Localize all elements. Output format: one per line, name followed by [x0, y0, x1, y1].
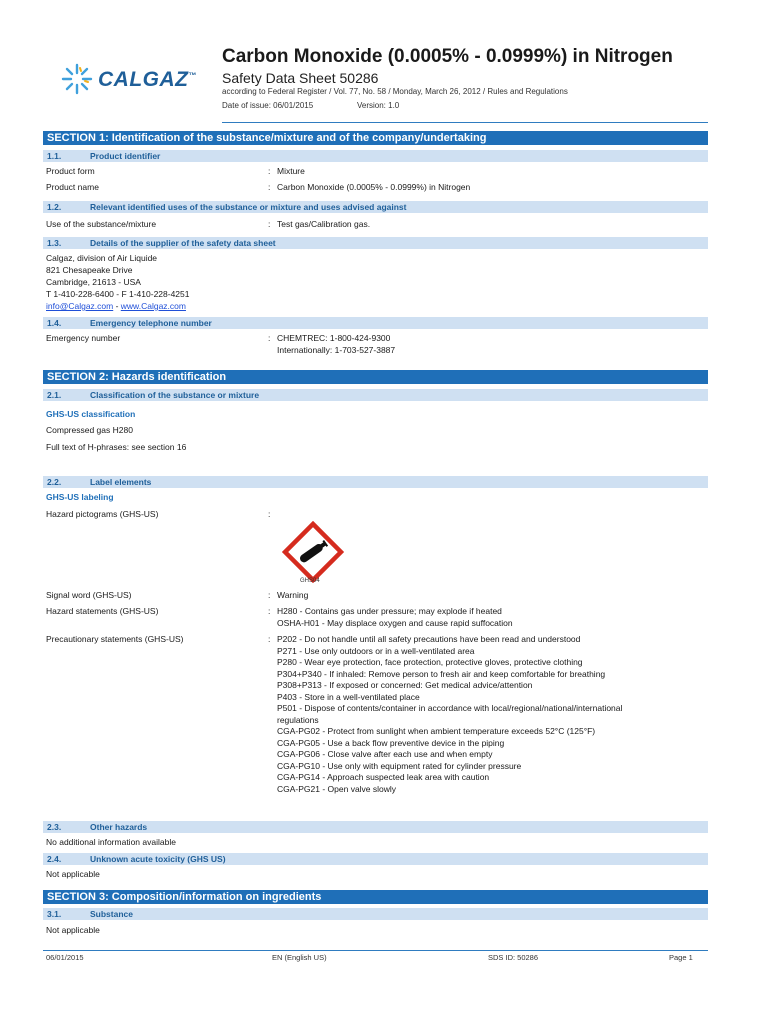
logo-wordmark: CALGAZ™ — [98, 68, 197, 91]
precaution-line: CGA-PG21 - Open valve slowly — [277, 783, 397, 794]
subsection-2-2: 2.2. Label elements — [43, 476, 708, 488]
product-form-label: Product form — [46, 166, 95, 176]
supplier-city: Cambridge, 21613 - USA — [46, 277, 141, 287]
ghs-classification-heading: GHS-US classification — [46, 409, 136, 419]
subsection-3-1: 3.1. Substance — [43, 908, 708, 920]
signal-word-value: Warning — [277, 590, 309, 600]
subsection-1-1: 1.1. Product identifier — [43, 150, 708, 162]
regulation-reference: according to Federal Register / Vol. 77, No. 58 / Monday, March 26, 2012 / Rules and Regulations — [222, 87, 568, 96]
colon: : — [268, 166, 271, 176]
precaution-line: P403 - Store in a well-ventilated place — [277, 691, 420, 702]
footer-page: Page 1 — [669, 953, 693, 962]
unknown-toxicity-text: Not applicable — [46, 869, 100, 879]
colon: : — [268, 182, 271, 192]
product-name-value: Carbon Monoxide (0.0005% - 0.0999%) in Nitrogen — [277, 182, 471, 192]
email-link[interactable]: info@Calgaz.com — [46, 301, 114, 311]
colon: : — [268, 634, 271, 644]
supplier-phone: T 1-410-228-6400 - F 1-410-228-4251 — [46, 289, 190, 299]
hazard-statement: OSHA-H01 - May displace oxygen and cause rapid suffocation — [277, 618, 513, 628]
gas-cylinder-icon — [282, 521, 344, 583]
precaution-line: P280 - Wear eye protection, face protection, protective gloves, protective clothing — [277, 657, 583, 667]
precaution-line: P308+P313 - If exposed or concerned: Get medical advice/attention — [277, 680, 533, 690]
colon: : — [268, 509, 271, 519]
subsection-1-2: 1.2. Relevant identified uses of the substance or mixture and uses advised against — [43, 201, 708, 213]
colon: : — [268, 219, 271, 229]
emergency-value-1: CHEMTREC: 1-800-424-9300 — [277, 333, 391, 343]
colon: : — [268, 333, 271, 343]
supplier-name: Calgaz, division of Air Liquide — [46, 253, 158, 263]
subsection-2-4: 2.4. Unknown acute toxicity (GHS US) — [43, 853, 708, 865]
hazard-statement: H280 - Contains gas under pressure; may explode if heated — [277, 606, 502, 616]
emergency-label: Emergency number — [46, 333, 121, 343]
website-link[interactable]: www.Calgaz.com — [120, 301, 186, 311]
precaution-line: regulations — [277, 714, 319, 725]
footer-language: EN (English US) — [272, 953, 327, 962]
header-divider — [222, 122, 708, 123]
date-of-issue: Date of issue: 06/01/2015 — [222, 101, 314, 110]
other-hazards-text: No additional information available — [46, 837, 176, 847]
product-form-value: Mixture — [277, 166, 305, 176]
document-subtitle: Safety Data Sheet 50286 — [222, 70, 379, 86]
precaution-line: CGA-PG06 - Close valve after each use and when empty — [277, 749, 493, 759]
precautionary-label: Precautionary statements (GHS-US) — [46, 634, 184, 644]
pictograms-label: Hazard pictograms (GHS-US) — [46, 509, 159, 519]
substance-text: Not applicable — [46, 925, 100, 935]
emergency-value-2: Internationally: 1-703-527-3887 — [277, 345, 396, 355]
compressed-gas: Compressed gas H280 — [46, 425, 133, 435]
precaution-line: P271 - Use only outdoors or in a well-ventilated area — [277, 645, 475, 656]
document-title: Carbon Monoxide (0.0005% - 0.0999%) in Nitrogen — [222, 46, 673, 67]
section-1-header: SECTION 1: Identification of the substance/mixture and of the company/undertaking — [43, 131, 708, 145]
precaution-line: P202 - Do not handle until all safety precautions have been read and understood — [277, 634, 581, 644]
starburst-icon — [60, 62, 94, 96]
precaution-line: CGA-PG05 - Use a back flow preventive device in the piping — [277, 737, 505, 748]
section-3-header: SECTION 3: Composition/information on ingredients — [43, 890, 708, 904]
precaution-line: CGA-PG02 - Protect from sunlight when ambient temperature exceeds 52°C (125°F) — [277, 726, 596, 736]
pictogram-caption: GHS04 — [300, 578, 320, 584]
ghs-labeling-heading: GHS-US labeling — [46, 492, 114, 502]
footer-divider — [43, 950, 708, 951]
supplier-street: 821 Chesapeake Drive — [46, 265, 133, 275]
precaution-line: CGA-PG10 - Use only with equipment rated for cylinder pressure — [277, 760, 522, 771]
colon: : — [268, 606, 271, 616]
footer-sds-id: SDS ID: 50286 — [488, 953, 539, 962]
footer-date: 06/01/2015 — [46, 953, 84, 962]
product-name-label: Product name — [46, 182, 99, 192]
supplier-contacts: info@Calgaz.com - www.Calgaz.com — [46, 301, 186, 311]
precaution-line: CGA-PG14 - Approach suspected leak area with caution — [277, 772, 490, 782]
signal-word-label: Signal word (GHS-US) — [46, 590, 132, 600]
subsection-2-1: 2.1. Classification of the substance or mixture — [43, 389, 708, 401]
subsection-2-3: 2.3. Other hazards — [43, 821, 708, 833]
full-text-note: Full text of H-phrases: see section 16 — [46, 442, 187, 452]
use-value: Test gas/Calibration gas. — [277, 219, 371, 229]
subsection-1-3: 1.3. Details of the supplier of the safety data sheet — [43, 237, 708, 249]
version: Version: 1.0 — [357, 101, 400, 110]
precaution-line: P304+P340 - If inhaled: Remove person to fresh air and keep comfortable for breathing — [277, 668, 606, 679]
hazard-statements-label: Hazard statements (GHS-US) — [46, 606, 159, 616]
calgaz-logo — [60, 60, 210, 100]
subsection-1-4: 1.4. Emergency telephone number — [43, 317, 708, 329]
colon: : — [268, 590, 271, 600]
use-label: Use of the substance/mixture — [46, 219, 157, 229]
section-2-header: SECTION 2: Hazards identification — [43, 370, 708, 384]
precaution-line: P501 - Dispose of contents/container in accordance with local/regional/national/international — [277, 703, 623, 713]
